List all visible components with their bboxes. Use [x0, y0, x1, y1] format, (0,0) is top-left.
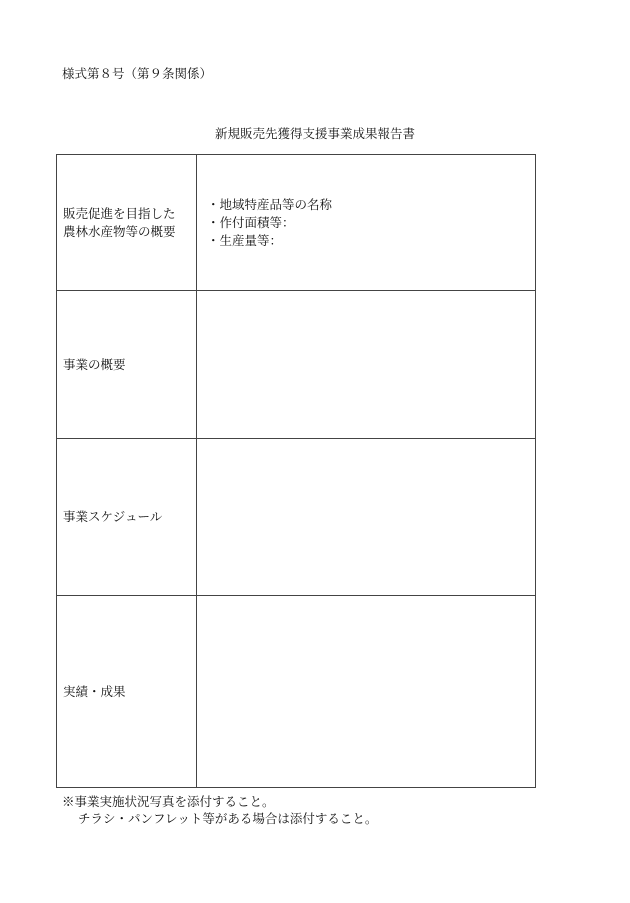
list-item-production-volume: ・ 生産量等：: [207, 232, 535, 250]
document-title: 新規販売先獲得支援事業成果報告書: [214, 126, 415, 141]
table-row-results: [57, 596, 536, 788]
results-cell[interactable]: [197, 596, 536, 788]
report-table: [56, 154, 536, 788]
row-label-project-overview: 事業の概要: [57, 291, 197, 439]
table-row-product-overview: [57, 155, 536, 291]
project-overview-cell[interactable]: [197, 291, 536, 439]
label-line: 農林水産物等の概要: [63, 223, 176, 239]
footnote-flyer: チラシ・パンフレット等がある場合は添付すること。: [78, 811, 378, 826]
list-item-product-name: ・ 地域特産品等の名称: [207, 196, 535, 214]
row-label-project-schedule: 事業スケジュール: [57, 439, 197, 596]
row-label-product-overview: [57, 155, 197, 291]
list-item-cultivation-area: ・ 作付面積等：: [207, 214, 535, 232]
project-schedule-cell[interactable]: [197, 439, 536, 596]
product-detail-list: [207, 196, 535, 250]
label-line: 販売促進を目指した: [63, 205, 176, 221]
row-label-results: 実績・成果: [57, 596, 197, 788]
footnotes: [62, 793, 377, 827]
table-row-project-schedule: [57, 439, 536, 596]
table-row-project-overview: [57, 291, 536, 439]
form-number: 様式第８号（第９条関係）: [62, 66, 213, 81]
product-overview-cell[interactable]: [197, 155, 536, 291]
footnote-photo: ※事業実施状況写真を添付すること。: [62, 794, 275, 809]
